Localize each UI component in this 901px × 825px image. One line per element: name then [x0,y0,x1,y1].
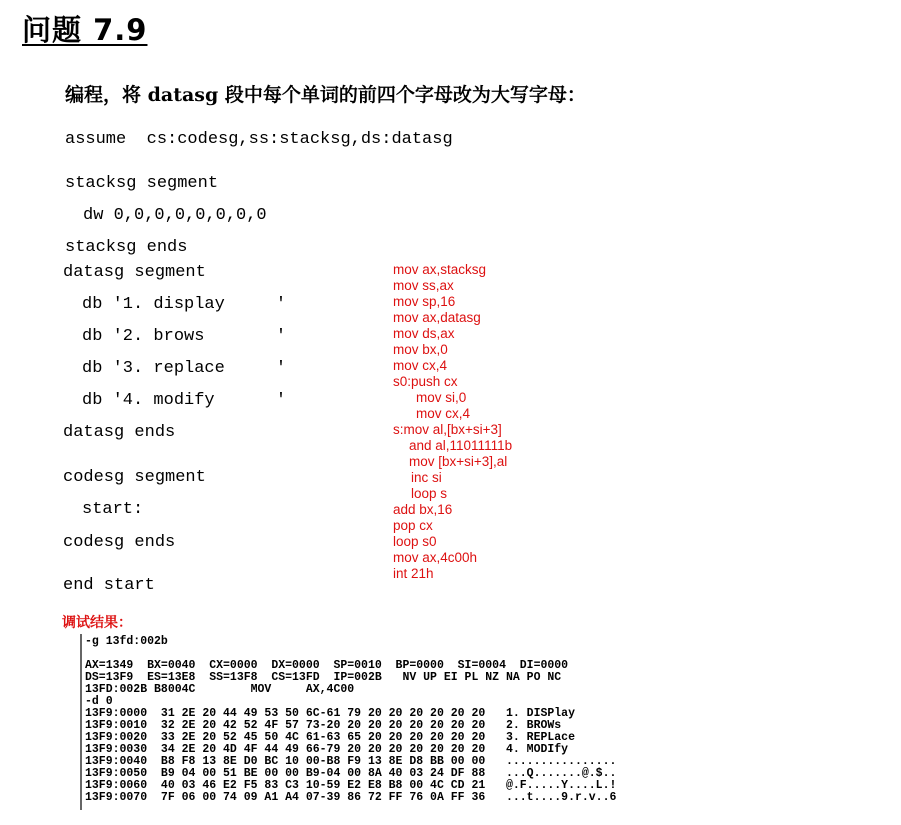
solution-line: mov ss,ax [393,278,454,293]
solution-line: mov bx,0 [393,342,448,357]
code-assume: assume cs:codesg,ss:stacksg,ds:datasg [65,130,453,149]
console-line: 13F9:0020 33 2E 20 52 45 50 4C 61-63 65 20 20 20 20 20 20 3. REPLace [85,731,575,744]
code-stack-dw: dw 0,0,0,0,0,0,0,0 [83,206,267,225]
console-line: 13F9:0050 B9 04 00 51 BE 00 00 B9-04 00 8A 40 03 24 DF 88 ...Q.......@.$.. [85,767,617,780]
solution-line: mov sp,16 [393,294,456,309]
console-line: 13F9:0060 40 03 46 E2 F5 83 C3 10-59 E2 E8 B8 00 4C CD 21 @.F.....Y....L.! [85,779,617,792]
solution-line: and al,11011111b [409,438,513,453]
solution-line: mov ax,stacksg [393,262,487,277]
solution-line: loop s [411,486,448,501]
solution-line: mov cx,4 [416,406,471,421]
code-data-segment: datasg segment [63,263,206,282]
code-db-2: db '2. brows ' [82,327,287,346]
page-title: 问题 7.9 [22,13,148,47]
solution-line: add bx,16 [393,502,453,517]
solution-line: int 21h [393,566,434,581]
code-stack-segment: stacksg segment [65,174,219,193]
solution-line: loop s0 [393,534,437,549]
solution-line: s:mov al,[bx+si+3] [393,422,502,437]
solution-line: mov ax,datasg [393,310,481,325]
code-code-segment: codesg segment [63,468,206,487]
console-line: -d 0 [85,695,113,708]
code-code-ends: codesg ends [63,533,176,552]
console-line: 13F9:0070 7F 06 00 74 09 A1 A4 07-39 86 72 FF 76 0A FF 36 ...t....9.r.v..6 [85,791,617,804]
code-data-ends: datasg ends [63,423,176,442]
debug-result-label: 调试结果： [62,615,132,631]
code-stack-ends: stacksg ends [65,238,188,257]
console-line: 13F9:0000 31 2E 20 44 49 53 50 6C-61 79 20 20 20 20 20 20 1. DISPlay [85,707,575,720]
console-line: AX=1349 BX=0040 CX=0000 DX=0000 SP=0010 BP=0000 SI=0004 DI=0000 [85,659,569,672]
code-start-label: start: [82,500,144,519]
console-line: 13F9:0030 34 2E 20 4D 4F 44 49 66-79 20 20 20 20 20 20 20 4. MODIfy [85,743,569,756]
solution-line: mov ax,4c00h [393,550,478,565]
console-line: DS=13F9 ES=13E8 SS=13F8 CS=13FD IP=002B NV UP EI PL NZ NA PO NC [85,671,562,684]
task-description: 编程，将 datasg 段中每个单词的前四个字母改为大写字母： [65,84,586,106]
solution-line: mov cx,4 [393,358,448,373]
solution-line: mov [bx+si+3],al [409,454,508,469]
console-line: 13F9:0010 32 2E 20 42 52 4F 57 73-20 20 20 20 20 20 20 20 2. BROWs [85,719,562,732]
solution-line: pop cx [393,518,433,533]
code-end-start: end start [63,576,155,595]
solution-line: mov si,0 [416,390,467,405]
console-line: 13F9:0040 B8 F8 13 8E D0 BC 10 00-B8 F9 13 8E D8 BB 00 00 ................ [85,755,617,768]
solution-line: inc si [411,470,442,485]
solution-line: mov ds,ax [393,326,455,341]
code-db-4: db '4. modify ' [82,391,287,410]
code-db-3: db '3. replace ' [82,359,287,378]
code-db-1: db '1. display ' [82,295,287,314]
debug-console [80,634,722,810]
console-line: -g 13fd:002b [85,635,168,648]
solution-line: s0:push cx [393,374,458,389]
console-line: 13FD:002B B8004C MOV AX,4C00 [85,683,355,696]
